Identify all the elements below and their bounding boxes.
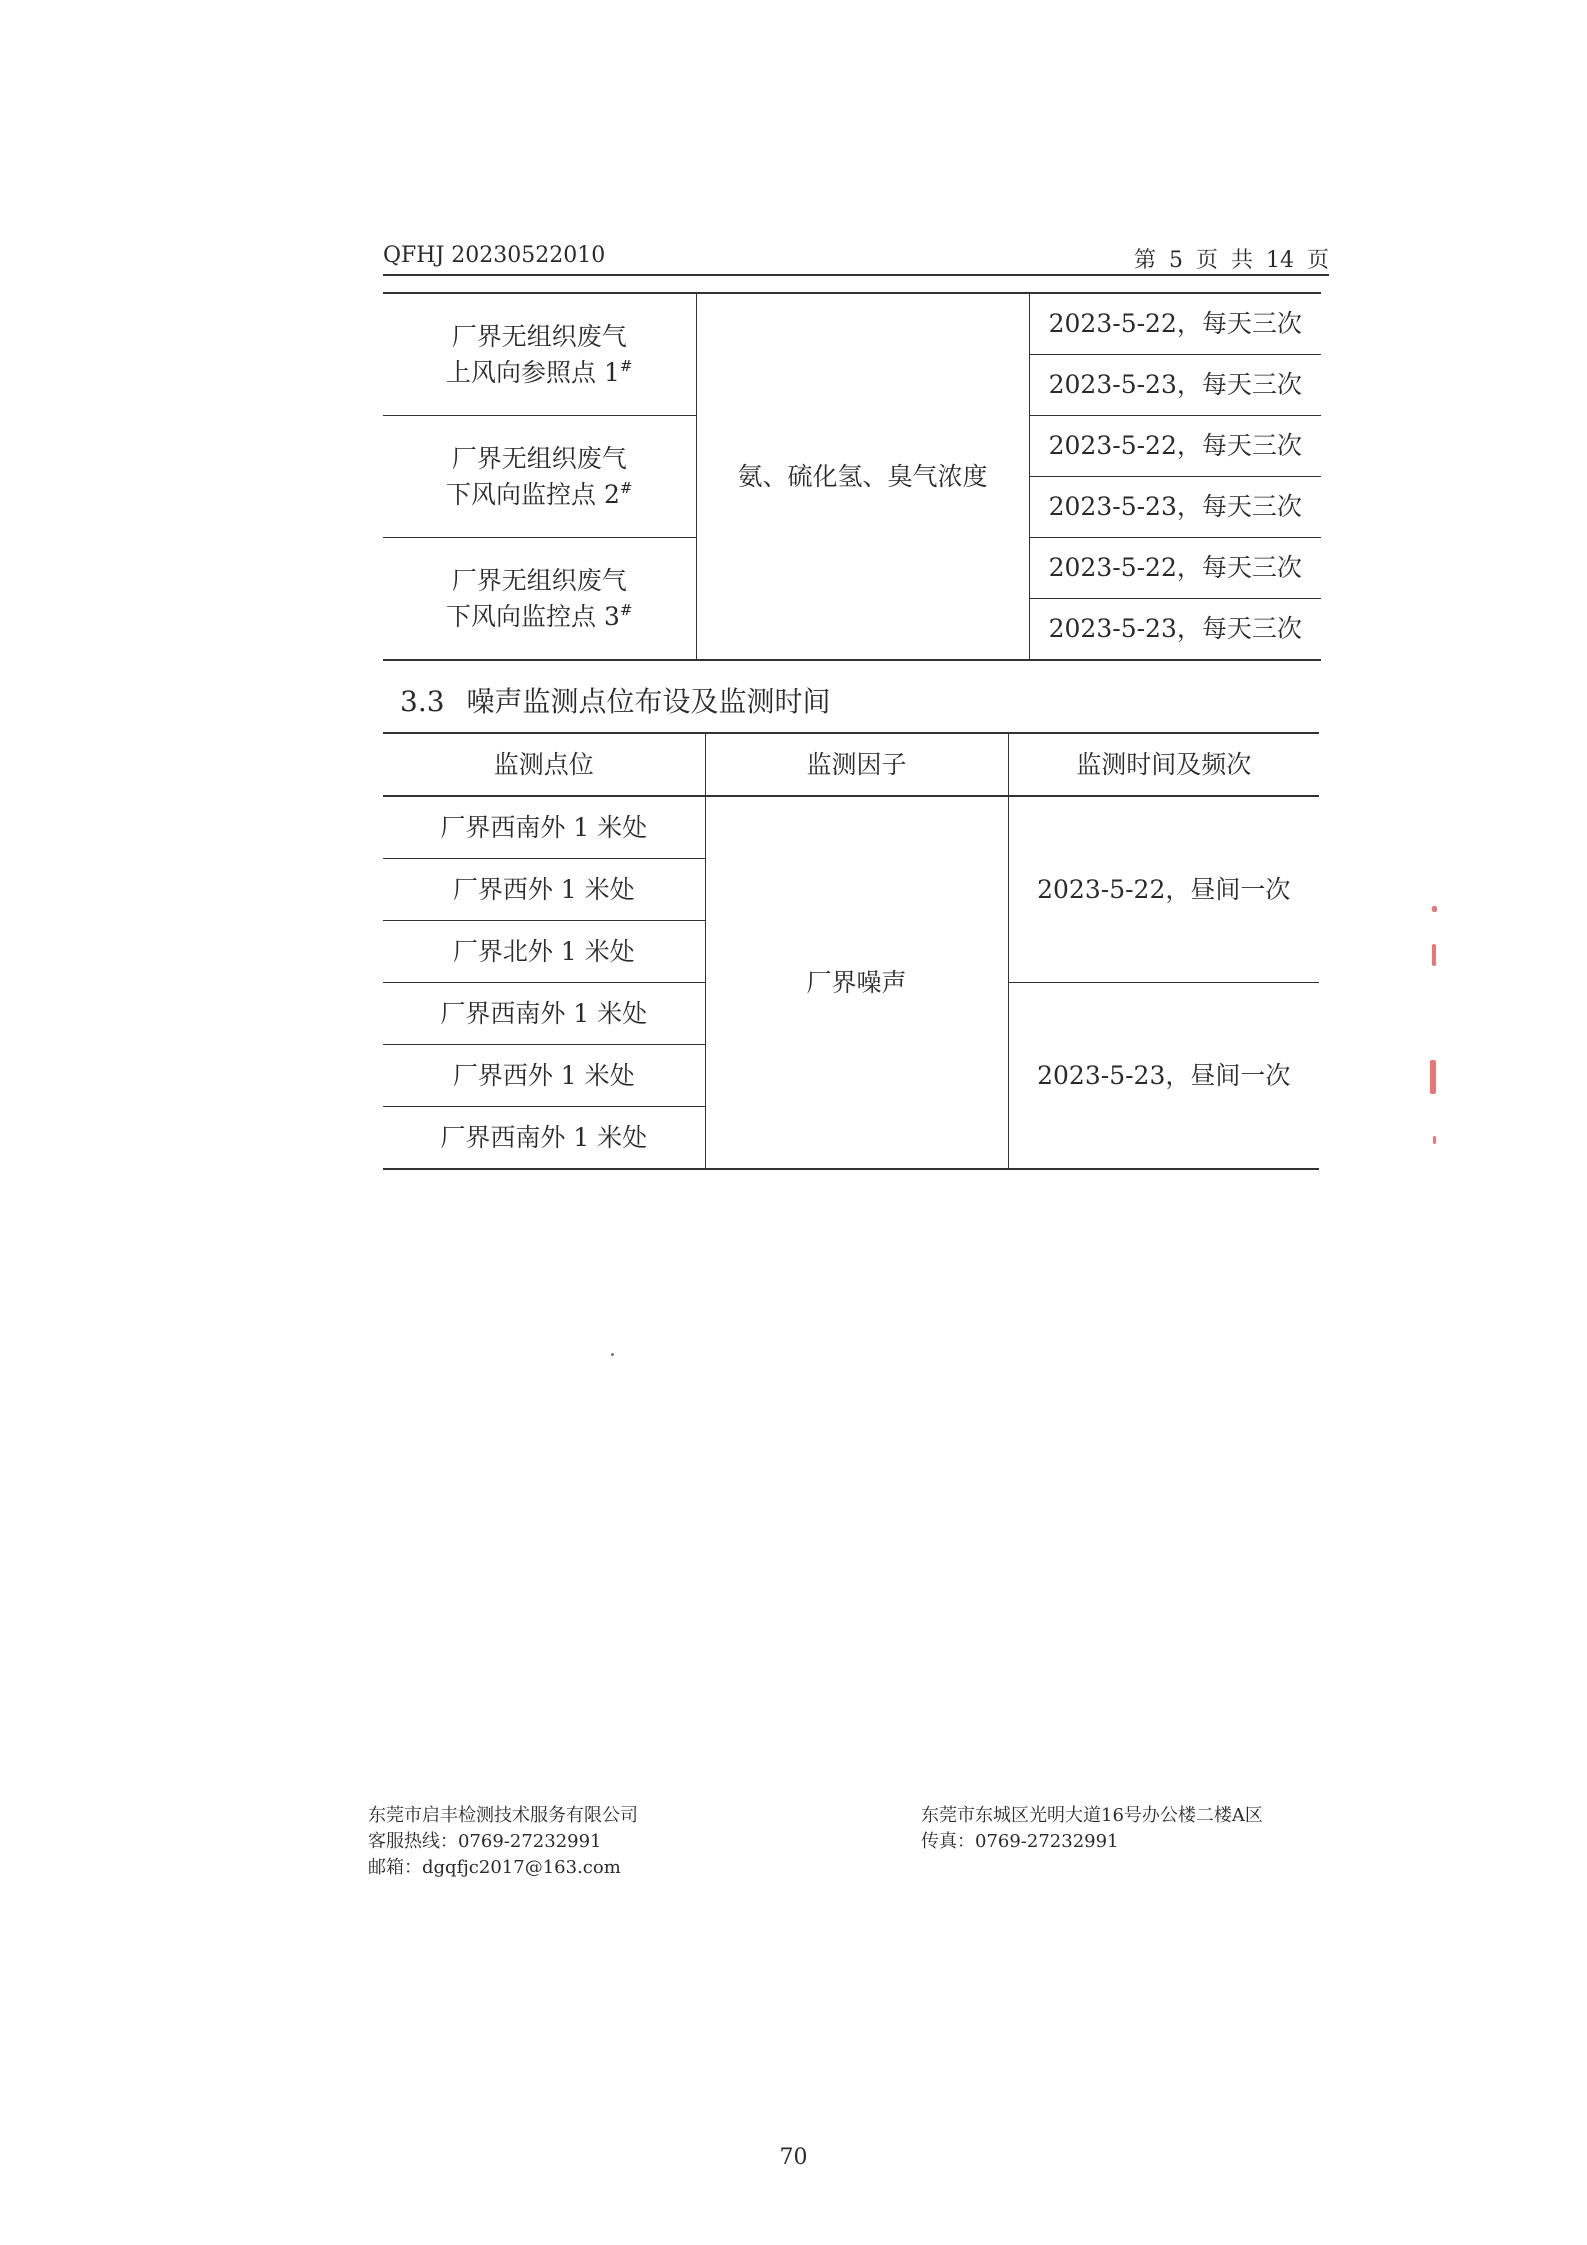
- monitoring-point-cell: [383, 538, 696, 661]
- report-number: QFHJ 20230522010: [383, 243, 606, 268]
- point-cell: 厂界北外 1 米处: [383, 921, 705, 983]
- fax: 传真：0769-27232991: [921, 1831, 1119, 1852]
- header-cell: 监测时间及频次: [1008, 733, 1319, 796]
- header-cell: 监测因子: [705, 733, 1008, 796]
- point-line2: 下风向监控点 3: [446, 601, 620, 631]
- table-row: [383, 796, 1319, 859]
- footer-right: [921, 1803, 1263, 1855]
- footer-left: [368, 1803, 638, 1881]
- point-cell: 厂界西南外 1 米处: [383, 796, 705, 859]
- point-line2: 上风向参照点 1: [446, 357, 620, 387]
- page-info: 第 5 页 共 14 页: [1134, 248, 1329, 273]
- air-monitoring-table: [383, 292, 1321, 661]
- page-number: 70: [779, 2145, 808, 2170]
- seal-fragment: [1432, 906, 1437, 912]
- monitoring-point-cell: [383, 293, 696, 416]
- point-line1: 厂界无组织废气: [451, 321, 627, 351]
- time-cell: 2023-5-22，昼间一次: [1008, 796, 1319, 983]
- pollutants-cell: 氨、硫化氢、臭气浓度: [696, 293, 1029, 660]
- point-mark: #: [619, 356, 633, 375]
- point-mark: #: [619, 600, 633, 619]
- time-cell: 2023-5-22，每天三次: [1029, 416, 1321, 477]
- point-cell: 厂界西南外 1 米处: [383, 1107, 705, 1170]
- point-cell: 厂界西外 1 米处: [383, 1045, 705, 1107]
- time-cell: 2023-5-23，每天三次: [1029, 355, 1321, 416]
- time-cell: 2023-5-23，每天三次: [1029, 599, 1321, 661]
- noise-monitoring-table: [383, 732, 1319, 1170]
- section-number: 3.3: [400, 685, 445, 718]
- point-mark: #: [619, 478, 633, 497]
- point-line1: 厂界无组织废气: [451, 565, 627, 595]
- hotline: 客服热线：0769-27232991: [368, 1831, 602, 1852]
- point-line2: 下风向监控点 2: [446, 479, 620, 509]
- monitoring-point-cell: [383, 416, 696, 538]
- time-cell: 2023-5-23，昼间一次: [1008, 983, 1319, 1170]
- header-cell: 监测点位: [383, 733, 705, 796]
- time-cell: 2023-5-22，每天三次: [1029, 538, 1321, 599]
- table-row: [383, 293, 1321, 355]
- address: 东莞市东城区光明大道16号办公楼二楼A区: [921, 1805, 1263, 1826]
- time-cell: 2023-5-22，每天三次: [1029, 293, 1321, 355]
- time-cell: 2023-5-23，每天三次: [1029, 477, 1321, 538]
- table-header-row: [383, 733, 1319, 796]
- seal-fragment: [1430, 1060, 1436, 1094]
- point-cell: 厂界西外 1 米处: [383, 859, 705, 921]
- section-heading: [400, 680, 831, 720]
- section-title: 噪声监测点位布设及监测时间: [466, 685, 831, 718]
- header-rule: [383, 274, 1329, 276]
- factor-cell: 厂界噪声: [705, 796, 1008, 1169]
- point-line1: 厂界无组织废气: [451, 443, 627, 473]
- scan-speck: [611, 1353, 614, 1356]
- email: 邮箱：dgqfjc2017@163.com: [368, 1857, 621, 1878]
- point-cell: 厂界西南外 1 米处: [383, 983, 705, 1045]
- seal-fragment: [1433, 1136, 1436, 1144]
- company-name: 东莞市启丰检测技术服务有限公司: [368, 1805, 638, 1826]
- seal-fragment: [1432, 944, 1436, 966]
